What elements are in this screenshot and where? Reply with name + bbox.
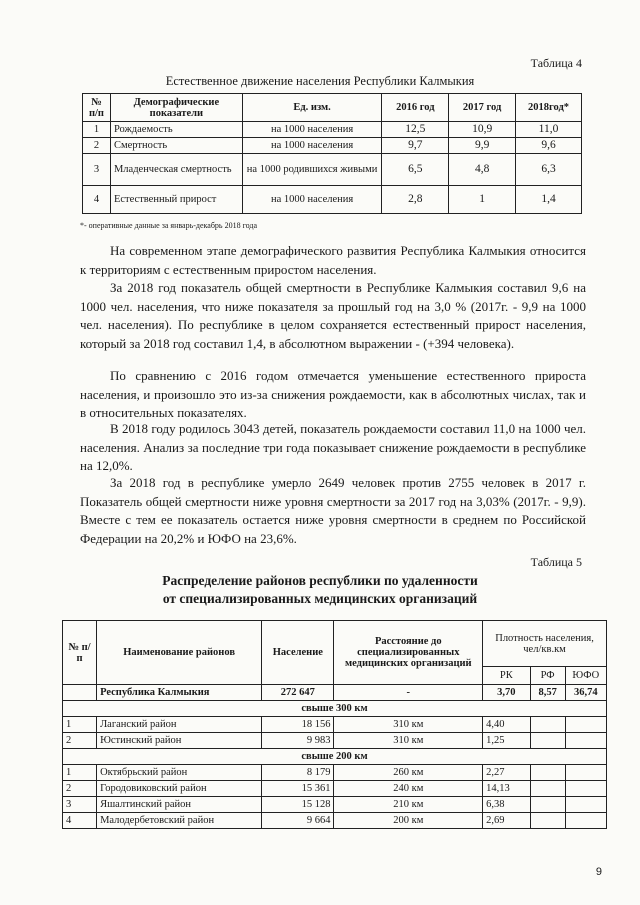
table-row [63, 813, 607, 829]
table4-header-2016: 2016 год [382, 94, 449, 122]
population-cell: 9 983 [262, 733, 334, 749]
page-number: 9 [595, 866, 602, 878]
table-row [83, 122, 582, 138]
table5-header-yufo: ЮФО [565, 667, 606, 685]
unit-cell: на 1000 населения [242, 186, 382, 214]
density-rf [530, 717, 565, 733]
table5-label: Таблица 5 [530, 555, 582, 569]
value-2016: 2,8 [382, 186, 449, 214]
table4-footnote: *- оперативные данные за январь-декабрь 2018 года [80, 221, 258, 230]
table5-header-rf: РФ [530, 667, 565, 685]
table5-total-row [63, 685, 607, 701]
density-yufo [565, 765, 606, 781]
table5-header-name: Наименование районов [97, 621, 262, 685]
density-rk: 4,40 [483, 717, 530, 733]
indicator-name: Естественный прирост [110, 186, 242, 214]
table4 [82, 93, 582, 214]
table-row [83, 154, 582, 186]
table4-title: Естественное движение населения Республики Калмыкия [165, 74, 475, 88]
row-number: 2 [63, 733, 97, 749]
distance-cell: 310 км [334, 717, 483, 733]
table5-header-distance: Расстояние до специализированных медицинских организаций [334, 621, 483, 685]
section-over-300km: свыше 300 км [63, 701, 607, 717]
table4-header-unit: Ед. изм. [242, 94, 382, 122]
density-rk: 2,27 [483, 765, 530, 781]
density-yufo: 36,74 [565, 685, 606, 701]
table5-header-num: № п/п [63, 621, 97, 685]
distance-cell: 260 км [334, 765, 483, 781]
row-number: 3 [63, 797, 97, 813]
row-number: 1 [63, 765, 97, 781]
table5-header-rk: РК [483, 667, 530, 685]
density-rk: 3,70 [483, 685, 530, 701]
table-row [63, 765, 607, 781]
density-rk: 6,38 [483, 797, 530, 813]
value-2018: 9,6 [516, 138, 582, 154]
indicator-name: Младенческая смертность [110, 154, 242, 186]
density-rf: 8,57 [530, 685, 565, 701]
district-name: Октябрьский район [97, 765, 262, 781]
density-rk: 14,13 [483, 781, 530, 797]
district-name: Городовиковский район [97, 781, 262, 797]
density-yufo [565, 813, 606, 829]
table-row [63, 781, 607, 797]
paragraph-4: В 2018 году родилось 3043 детей, показатель рождаемости составил 11,0 на 1000 чел. населения. Анализ за последние три года показывает снижение рождаемости в республике на 12,0%. [80, 421, 586, 473]
indicator-name: Рождаемость [110, 122, 242, 138]
district-name: Лаганский район [97, 717, 262, 733]
table5-section-row [63, 749, 607, 765]
value-2016: 6,5 [382, 154, 449, 186]
table-row [63, 733, 607, 749]
value-2017: 4,8 [449, 154, 516, 186]
table-row [63, 717, 607, 733]
population-cell: 18 156 [262, 717, 334, 733]
district-name: Юстинский район [97, 733, 262, 749]
density-rk: 1,25 [483, 733, 530, 749]
population-cell: 15 128 [262, 797, 334, 813]
population-cell: 272 647 [262, 685, 334, 701]
density-rf [530, 781, 565, 797]
row-number: 2 [63, 781, 97, 797]
population-cell: 8 179 [262, 765, 334, 781]
row-number: 4 [83, 186, 111, 214]
distance-cell: 200 км [334, 813, 483, 829]
table5-header-population: Население [262, 621, 334, 685]
table-row [83, 186, 582, 214]
table4-header-2018: 2018год* [516, 94, 582, 122]
table5-section-row [63, 701, 607, 717]
table5 [62, 620, 607, 829]
density-rf [530, 797, 565, 813]
district-name: Малодербетовский район [97, 813, 262, 829]
density-yufo [565, 797, 606, 813]
indicator-name: Смертность [110, 138, 242, 154]
paragraph-2: За 2018 год показатель общей смертности в Республике Калмыкия составил 9,6 на 1000 чел. населения, что ниже показателя за прошлый год на 3,0 % (2017г. - 9,9 на 1000 чел. населения). По республике в целом сохраняется естественный прирост населения, который за 2018 год составил 1,4, в абсолютном выражении - (+394 человека). [80, 280, 586, 351]
table5-header-row [63, 621, 607, 667]
paragraph-3: По сравнению с 2016 годом отмечается уменьшение естественного прироста населения, и произошло это из-за снижения рождаемости, как в абсолютных числах, так и в относительных показателях. [80, 368, 586, 420]
table5-header-density: Плотность населения, чел/кв.км [483, 621, 607, 667]
table4-header-num: № п/п [83, 94, 111, 122]
value-2017: 9,9 [449, 138, 516, 154]
density-rf [530, 733, 565, 749]
unit-cell: на 1000 населения [242, 122, 382, 138]
density-rk: 2,69 [483, 813, 530, 829]
row-number: 3 [83, 154, 111, 186]
value-2018: 1,4 [516, 186, 582, 214]
value-2018: 6,3 [516, 154, 582, 186]
table5-title-line2: от специализированных медицинских организаций [162, 591, 478, 606]
table4-header-2017: 2017 год [449, 94, 516, 122]
district-name: Яшалтинский район [97, 797, 262, 813]
value-2017: 10,9 [449, 122, 516, 138]
table4-label: Таблица 4 [530, 56, 582, 70]
density-rf [530, 765, 565, 781]
unit-cell: на 1000 родившихся живыми [242, 154, 382, 186]
distance-cell: 240 км [334, 781, 483, 797]
row-number: 1 [63, 717, 97, 733]
unit-cell: на 1000 населения [242, 138, 382, 154]
density-yufo [565, 717, 606, 733]
distance-cell: - [334, 685, 483, 701]
table-row [83, 138, 582, 154]
row-number: 4 [63, 813, 97, 829]
value-2016: 12,5 [382, 122, 449, 138]
population-cell: 15 361 [262, 781, 334, 797]
density-yufo [565, 733, 606, 749]
value-2016: 9,7 [382, 138, 449, 154]
section-over-200km: свыше 200 км [63, 749, 607, 765]
table4-header-row [83, 94, 582, 122]
density-yufo [565, 781, 606, 797]
density-rf [530, 813, 565, 829]
table4-header-indicator: Демографические показатели [110, 94, 242, 122]
value-2018: 11,0 [516, 122, 582, 138]
row-number: 2 [83, 138, 111, 154]
paragraph-1: На современном этапе демографического развития Республика Калмыкия относится к территориям с естественным приростом населения. [80, 243, 586, 277]
row-number: 1 [83, 122, 111, 138]
value-2017: 1 [449, 186, 516, 214]
row-number [63, 685, 97, 701]
distance-cell: 310 км [334, 733, 483, 749]
district-name: Республика Калмыкия [97, 685, 262, 701]
table5-title-line1: Распределение районов республики по удаленности [162, 573, 478, 588]
distance-cell: 210 км [334, 797, 483, 813]
paragraph-5: За 2018 год в республике умерло 2649 человек против 2755 человек в 2017 г. Показатель общей смертности ниже уровня смертности за 2017 год на 3,03% (2017г. - 9,9). Вместе с тем ее показатель остается ниже уровня смертности в среднем по Российской Федерации на 20,2% и ЮФО на 23,6%. [80, 475, 586, 546]
population-cell: 9 664 [262, 813, 334, 829]
table-row [63, 797, 607, 813]
